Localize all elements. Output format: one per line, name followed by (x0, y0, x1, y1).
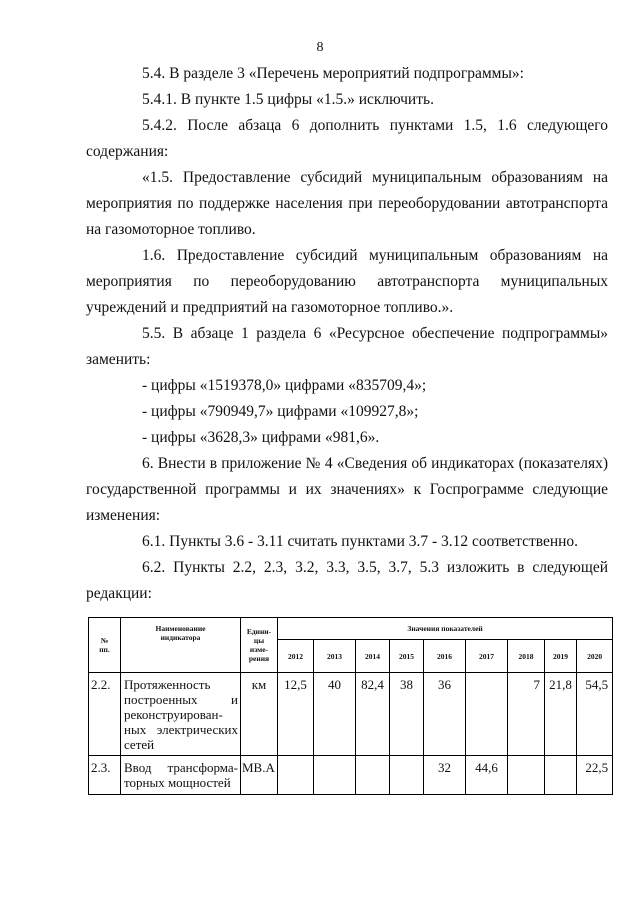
name-line: сетей (124, 737, 155, 752)
row-unit: МВ.А (241, 756, 278, 795)
paragraph-line: на газомоторное топливо. (86, 221, 256, 238)
table-row (89, 673, 613, 756)
header-year: 2020 (577, 640, 613, 673)
row-unit: км (241, 673, 278, 756)
header-year: 2019 (545, 640, 577, 673)
row-value (314, 756, 356, 795)
table-row (89, 756, 613, 795)
header-unit-line: рения (248, 654, 270, 663)
row-number: 2.3. (89, 756, 121, 795)
header-number (89, 618, 121, 673)
row-value (466, 673, 508, 756)
paragraph-line: 5.4.2. После абзаца 6 дополнить пунктами 1.5, 1.6 следующего (142, 117, 608, 134)
header-year: 2013 (314, 640, 356, 673)
header-year: 2017 (466, 640, 508, 673)
header-year: 2016 (424, 640, 466, 673)
page-number: 8 (316, 40, 324, 55)
paragraph-line: 5.4. В разделе 3 «Перечень мероприятий подпрограммы»: (142, 65, 524, 82)
row-value (545, 756, 577, 795)
paragraph-line: 5.5. В абзаце 1 раздела 6 «Ресурсное обеспечение подпрограммы» (142, 325, 608, 342)
header-unit-line: изме- (249, 645, 269, 654)
row-value (508, 756, 545, 795)
row-value: 36 (424, 673, 466, 756)
paragraph-line: 6.1. Пункты 3.6 - 3.11 считать пунктами 3.7 - 3.12 соответственно. (142, 533, 579, 550)
row-indicator-name (121, 673, 241, 756)
row-value: 54,5 (577, 673, 613, 756)
header-name-line: индикатора (160, 633, 201, 642)
row-value: 21,8 (545, 673, 577, 756)
header-indicator-name (121, 618, 241, 673)
row-value: 40 (314, 673, 356, 756)
header-year: 2014 (356, 640, 390, 673)
row-value (356, 756, 390, 795)
paragraph-line: государственной программы и их значениях» к Госпрограмме следующие (86, 481, 608, 498)
row-number: 2.2. (89, 673, 121, 756)
header-year: 2015 (390, 640, 424, 673)
header-unit-line: Едини- (246, 627, 272, 636)
paragraph-line: - цифры «3628,3» цифрами «981,6». (142, 429, 380, 446)
paragraph-line: 5.4.1. В пункте 1.5 цифры «1.5.» исключить. (142, 91, 434, 108)
paragraph-line: изменения: (86, 507, 161, 524)
paragraph-line: «1.5. Предоставление субсидий муниципальным образованиям на (142, 169, 608, 186)
row-value: 12,5 (278, 673, 314, 756)
row-value: 82,4 (356, 673, 390, 756)
name-line: реконструирован- (124, 707, 223, 722)
paragraph-line: содержания: (86, 143, 169, 160)
header-values-title: Значения показателей (278, 618, 613, 640)
header-unit-line: цы (253, 636, 265, 645)
indicators-table (88, 617, 613, 795)
header-name-line: Наименование (155, 624, 206, 633)
header-year: 2012 (278, 640, 314, 673)
row-value (390, 756, 424, 795)
row-value: 44,6 (466, 756, 508, 795)
name-line: Ввод трансформа- (124, 760, 238, 775)
header-number-line: пп. (99, 645, 110, 654)
paragraph-line: 6.2. Пункты 2.2, 2.3, 3.2, 3.3, 3.5, 3.7, 5.3 изложить в следующей (142, 559, 608, 576)
paragraph-line: заменить: (86, 351, 151, 368)
name-line: Протяженность (124, 677, 211, 692)
header-year: 2018 (508, 640, 545, 673)
paragraph-line: учреждений и предприятий на газомоторное топливо.». (86, 299, 454, 316)
paragraph-line: 6. Внести в приложение № 4 «Сведения об индикаторах (показателях) (142, 455, 608, 472)
row-value: 22,5 (577, 756, 613, 795)
name-line: ных электрических (124, 722, 238, 737)
paragraph-line: 1.6. Предоставление субсидий муниципальным образованиям на (142, 247, 608, 264)
header-unit (241, 618, 278, 673)
name-line: торных мощностей (124, 775, 231, 790)
row-value: 7 (508, 673, 545, 756)
row-value: 32 (424, 756, 466, 795)
paragraph-line: мероприятия по поддержке населения при переоборудовании автотранспорта (86, 195, 608, 212)
paragraph-line: - цифры «790949,7» цифрами «109927,8»; (142, 403, 419, 420)
row-indicator-name (121, 756, 241, 795)
paragraph-line: - цифры «1519378,0» цифрами «835709,4»; (142, 377, 427, 394)
paragraph-line: редакции: (86, 585, 152, 602)
row-value (278, 756, 314, 795)
paragraph-line: мероприятия по переоборудованию автотранспорта муниципальных (86, 273, 608, 290)
row-value: 38 (390, 673, 424, 756)
name-line: построенных и (124, 692, 238, 707)
header-number-line: № (100, 636, 109, 645)
